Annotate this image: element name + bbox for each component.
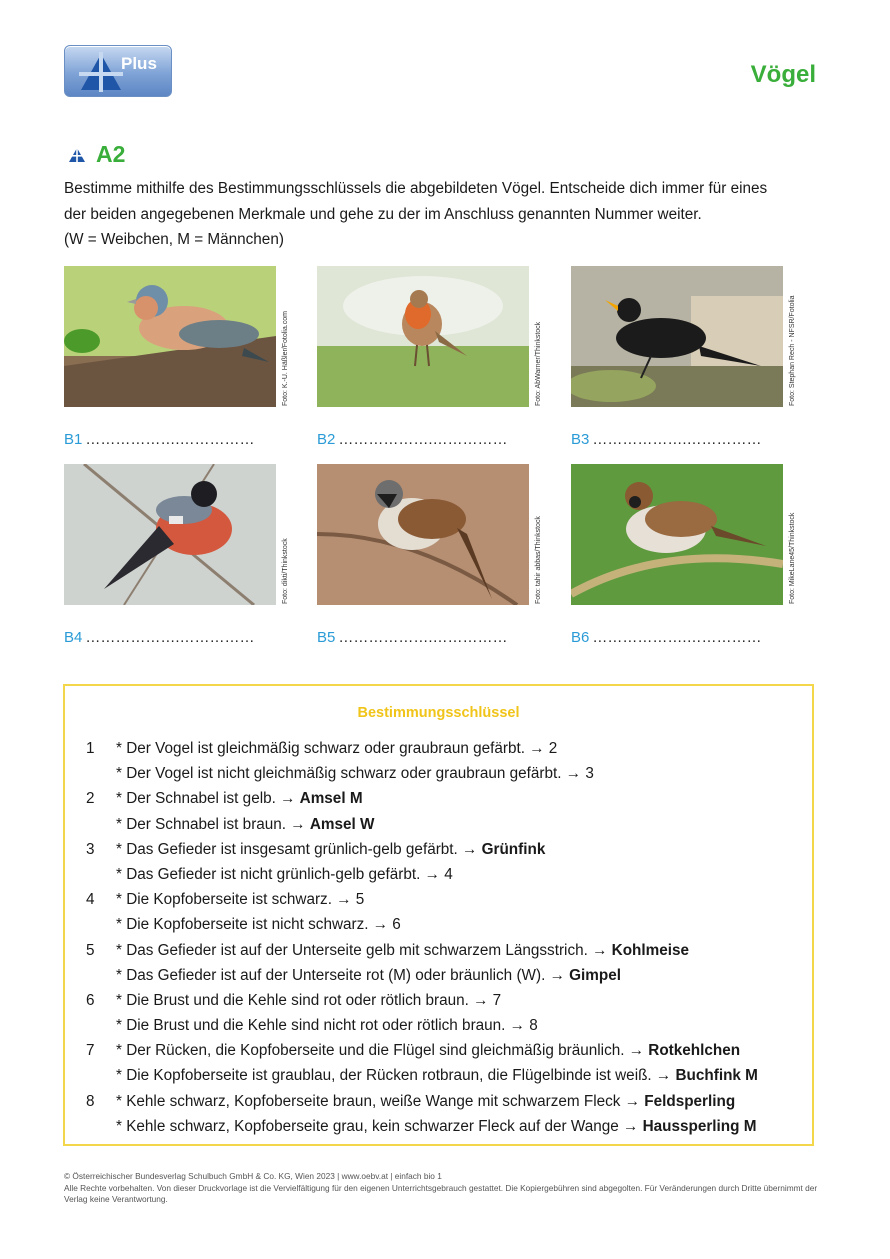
instruction-line: (W = Weibchen, M = Männchen)	[64, 231, 284, 248]
key-criterion	[116, 887, 364, 912]
identification-key	[63, 684, 814, 1146]
key-criterion	[116, 812, 374, 837]
photo-credit-b4: Foto: dikti/Thinkstock	[282, 538, 289, 604]
bird-code: B4	[64, 629, 83, 646]
key-result: Gimpel	[569, 966, 621, 984]
key-criterion	[116, 1114, 756, 1139]
key-line	[86, 988, 806, 1013]
instruction-line: Bestimme mithilfe des Bestimmungsschlüssels die abgebildeten Vögel. Entscheide dich immer für eines	[64, 180, 768, 197]
key-criterion	[116, 1089, 735, 1114]
blank-line: ……………….……………	[338, 629, 508, 646]
key-criterion	[116, 862, 453, 887]
key-criterion	[116, 963, 621, 988]
key-line	[86, 1114, 806, 1139]
blank-line: ……………….……………	[592, 431, 762, 448]
blank-line: ……………….……………	[592, 629, 762, 646]
key-line	[86, 887, 806, 912]
key-line	[86, 761, 806, 786]
key-result: Grünfink	[481, 840, 546, 858]
task-heading	[68, 141, 125, 168]
photo-credit-b1: Foto: K.-U. Häßler/Fotolia.com	[282, 311, 289, 406]
key-criterion-text: * Kehle schwarz, Kopfoberseite grau, kein schwarzer Fleck auf der Wange →	[116, 1117, 643, 1135]
footer-copyright: © Österreichischer Bundesverlag Schulbuch GmbH & Co. KG, Wien 2023 | www.oebv.at | einfach bio 1	[64, 1171, 442, 1181]
key-criterion-text: * Die Kopfoberseite ist graublau, der Rücken rotbraun, die Flügelbinde ist weiß. →	[116, 1067, 676, 1085]
photo-credit-b2: Foto: AbWarner/Thinkstock	[535, 321, 542, 406]
key-number	[86, 812, 116, 837]
triangle-icon	[68, 147, 86, 163]
key-criterion-text: * Der Vogel ist gleichmäßig schwarz oder graubraun gefärbt. → 2	[116, 740, 558, 757]
bird-photo-b4	[64, 464, 276, 605]
key-criterion	[116, 736, 557, 761]
key-criterion-text: * Die Brust und die Kehle sind nicht rot oder rötlich braun. → 8	[116, 1017, 538, 1035]
key-criterion	[116, 1063, 758, 1088]
bird-photo-b6	[571, 464, 783, 605]
key-result: Amsel W	[309, 815, 375, 833]
key-criterion	[116, 786, 363, 811]
key-line	[86, 963, 806, 988]
key-title: Bestimmungsschlüssel	[357, 705, 520, 721]
key-number	[86, 761, 116, 786]
key-result: Haussperling M	[642, 1117, 757, 1135]
answer-blank-b2	[317, 431, 508, 448]
plus-logo	[64, 45, 172, 97]
key-criterion-text: * Das Gefieder ist auf der Unterseite rot (M) oder bräunlich (W). →	[116, 966, 570, 984]
key-criterion	[116, 938, 689, 963]
blank-line: ……………….……………	[85, 629, 255, 646]
key-criterion-text: * Die Kopfoberseite ist schwarz. → 5	[116, 891, 365, 909]
key-number	[86, 862, 116, 887]
triangle-logo-icon	[79, 52, 123, 92]
key-result: Buchfink M	[675, 1067, 758, 1085]
instruction-line: der beiden angegebenen Merkmale und gehe zu der im Anschluss genannten Nummer weiter.	[64, 205, 702, 223]
key-criterion-text: * Der Vogel ist nicht gleichmäßig schwarz oder graubraun gefärbt. → 3	[116, 765, 594, 783]
key-criterion-text: * Die Kopfoberseite ist nicht schwarz. → 6	[116, 916, 401, 934]
key-criterion	[116, 988, 501, 1013]
key-line	[86, 786, 806, 811]
key-criterion	[116, 1038, 740, 1063]
bird-photo-b1	[64, 266, 276, 407]
key-criterion-text: * Der Rücken, die Kopfoberseite und die Flügel sind gleichmäßig bräunlich. →	[116, 1042, 649, 1060]
key-result: Rotkehlchen	[648, 1042, 741, 1060]
bird-code: B5	[317, 629, 336, 646]
blank-line: ……………….……………	[338, 431, 508, 448]
answer-blank-b4	[64, 629, 255, 646]
key-number: 7	[86, 1042, 95, 1060]
key-line	[86, 837, 806, 862]
blank-line: ……………….……………	[85, 431, 255, 448]
footer	[64, 1171, 824, 1206]
key-criterion-text: * Das Gefieder ist insgesamt grünlich-gelb gefärbt. →	[116, 840, 482, 858]
key-number: 1	[86, 740, 95, 757]
key-number: 2	[86, 790, 95, 808]
key-line	[86, 938, 806, 963]
key-line	[86, 1013, 806, 1038]
key-line	[86, 912, 806, 937]
key-result: Amsel M	[299, 790, 363, 808]
key-criterion	[116, 1013, 538, 1038]
key-line	[86, 862, 806, 887]
key-criterion-text: * Der Schnabel ist gelb. →	[116, 790, 300, 808]
key-criterion	[116, 761, 594, 786]
key-number	[86, 1114, 116, 1139]
key-list	[86, 736, 806, 1139]
key-line	[86, 812, 806, 837]
bird-photo-b5	[317, 464, 529, 605]
key-criterion-text: * Kehle schwarz, Kopfoberseite braun, weiße Wange mit schwarzem Fleck →	[116, 1092, 645, 1110]
bird-photo-b3	[571, 266, 783, 407]
key-line	[86, 736, 806, 761]
key-criterion-text: * Der Schnabel ist braun. →	[116, 815, 310, 833]
key-number	[86, 912, 116, 937]
key-line	[86, 1038, 806, 1063]
bird-code: B2	[317, 431, 336, 448]
footer-rights: Alle Rechte vorbehalten. Von dieser Druckvorlage ist die Vervielfältigung für den eigenen Unterrichtsgebrauch gestattet. Die Kopiergebühren sind abgegolten. Für Veränderungen durch Dritte übernimmt der Verlag keine Verantwortung.	[64, 1182, 818, 1204]
key-result: Feldsperling	[644, 1092, 736, 1110]
key-number: 3	[86, 840, 95, 858]
bird-photo-b2	[317, 266, 529, 407]
key-result: Kohlmeise	[611, 941, 690, 959]
key-number: 8	[86, 1092, 95, 1110]
task-label: A2	[96, 141, 126, 167]
answer-blank-b1	[64, 431, 255, 448]
bird-code: B3	[571, 431, 590, 448]
logo-text: Plus	[121, 54, 157, 73]
key-number: 5	[86, 941, 95, 959]
key-number	[86, 963, 116, 988]
answer-blank-b6	[571, 629, 762, 646]
key-number	[86, 1063, 116, 1088]
photo-credit-b5: Foto: tahir abbas/Thinkstock	[535, 516, 542, 604]
task-instructions	[64, 176, 824, 253]
photo-credit-b6: Foto: MikeLane45/Thinkstock	[789, 512, 796, 604]
key-line	[86, 1063, 806, 1088]
answer-blank-b3	[571, 431, 762, 448]
bird-code: B6	[571, 629, 590, 646]
answer-blank-b5	[317, 629, 508, 646]
key-line	[86, 1089, 806, 1114]
key-number: 6	[86, 991, 95, 1009]
key-criterion-text: * Die Brust und die Kehle sind rot oder rötlich braun. → 7	[116, 991, 502, 1009]
page-title: Vögel	[750, 61, 816, 88]
key-criterion	[116, 837, 545, 862]
key-number	[86, 1013, 116, 1038]
key-criterion-text: * Das Gefieder ist auf der Unterseite gelb mit schwarzem Längsstrich. →	[116, 941, 612, 959]
key-number: 4	[86, 891, 95, 909]
photo-credit-b3: Foto: Stephan Rech - NFSR/Fotolia	[789, 295, 796, 406]
key-criterion-text: * Das Gefieder ist nicht grünlich-gelb gefärbt. → 4	[116, 865, 453, 883]
bird-code: B1	[64, 431, 83, 448]
key-criterion	[116, 912, 401, 937]
